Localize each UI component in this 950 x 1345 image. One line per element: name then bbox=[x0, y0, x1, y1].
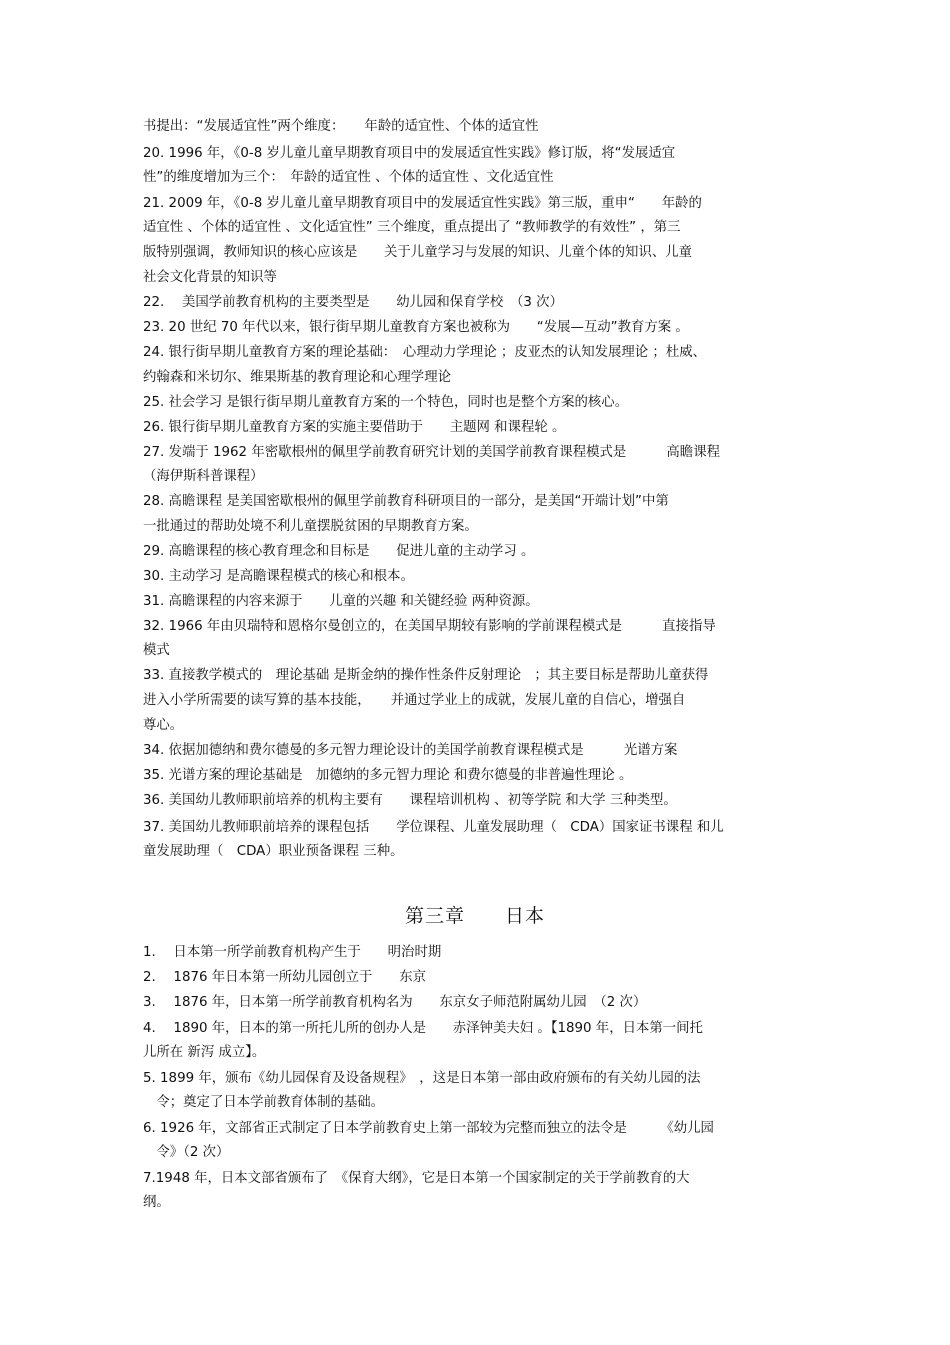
text-line: 7.1948 年，日本文部省颁布了 《保育大纲》，它是日本第一个国家制定的关于学前教育的大 bbox=[143, 1171, 690, 1186]
text-line: 适宜性 、个体的适宜性 、文化适宜性” 三个维度，重点提出了 “教师教学的有效性” ，第三 bbox=[143, 220, 681, 235]
text-line: 令；奠定了日本学前教育体制的基础。 bbox=[143, 1095, 385, 1110]
text-line: 约翰森和米切尔、维果斯基的教育理论和心理学理论 bbox=[143, 370, 451, 385]
text-line: 性”的维度增加为三个： 年龄的适宜性 、个体的适宜性 、文化适宜性 bbox=[143, 170, 554, 185]
text-line: 21. 2009 年，《0-8 岁儿童儿童早期教育项目中的发展适宜性实践》第三版，重申“ 年龄的 bbox=[143, 196, 702, 211]
text-line: 32. 1966 年由贝瑞特和恩格尔曼创立的，在美国早期较有影响的学前课程模式是 直接指导 bbox=[143, 619, 716, 634]
text-line: 书提出：“发展适宜性”两个维度： 年龄的适宜性、个体的适宜性 bbox=[143, 119, 539, 134]
text-line: 儿所在 新泻 成立】。 bbox=[143, 1045, 266, 1060]
text-line: 进入小学所需要的读写算的基本技能， 并通过学业上的成就，发展儿童的自信心，增强自 bbox=[143, 693, 686, 708]
text-line: 29. 高瞻课程的核心教育理念和目标是 促进儿童的主动学习 。 bbox=[143, 544, 535, 559]
text-line: 28. 高瞻课程 是美国密歇根州的佩里学前教育科研项目的一部分，是美国“开端计划”中第 bbox=[143, 494, 669, 509]
text-line: 一批通过的帮助处境不利儿童摆脱贫困的早期教育方案。 bbox=[143, 519, 478, 534]
text-line: 26. 银行街早期儿童教育方案的实施主要借助于 主题网 和课程轮 。 bbox=[143, 420, 566, 435]
text-line: 纲。 bbox=[143, 1195, 170, 1210]
text-line: 30. 主动学习 是高瞻课程模式的核心和根本。 bbox=[143, 569, 414, 584]
text-line: 33. 直接教学模式的 理论基础 是斯金纳的操作性条件反射理论 ；其主要目标是帮助儿童获得 bbox=[143, 668, 709, 683]
text-line: 25. 社会学习 是银行街早期儿童教育方案的一个特色，同时也是整个方案的核心。 bbox=[143, 395, 629, 410]
text-line: 24. 银行街早期儿童教育方案的理论基础： 心理动力学理论 ；皮亚杰的认知发展理论 ；杜威、 bbox=[143, 345, 706, 360]
text-line: 37. 美国幼儿教师职前培养的课程包括 学位课程、儿童发展助理（ CDA）国家证书课程 和儿 bbox=[143, 820, 724, 835]
text-line: （海伊斯科普课程） bbox=[143, 469, 264, 484]
text-line: 22. 美国学前教育机构的主要类型是 幼儿园和保育学校 （3 次） bbox=[143, 295, 563, 310]
text-line: 4. 1890 年，日本的第一所托儿所的创办人是 赤泽钟美夫妇 。【1890 年，日本第一间托 bbox=[143, 1021, 703, 1036]
text-line: 模式 bbox=[143, 643, 170, 658]
text-line: 5. 1899 年，颁布《幼儿园保育及设备规程》 ，这是日本第一部由政府颁布的有关幼儿园的法 bbox=[143, 1071, 701, 1086]
text-line: 版特别强调，教师知识的核心应该是 关于儿童学习与发展的知识、儿童个体的知识、儿童 bbox=[143, 245, 693, 260]
text-line: 6. 1926 年，文部省正式制定了日本学前教育史上第一部较为完整而独立的法令是 《幼儿园 bbox=[143, 1121, 714, 1136]
text-line: 36. 美国幼儿教师职前培养的机构主要有 课程培训机构 、初等学院 和大学 三种类型。 bbox=[143, 793, 677, 808]
text-line: 1. 日本第一所学前教育机构产生于 明治时期 bbox=[143, 945, 442, 960]
text-line: 31. 高瞻课程的内容来源于 儿童的兴趣 和关键经验 两种资源。 bbox=[143, 594, 539, 609]
text-line: 20. 1996 年，《0-8 岁儿童儿童早期教育项目中的发展适宜性实践》修订版，将“发展适宜 bbox=[143, 146, 676, 161]
text-line: 尊心。 bbox=[143, 718, 184, 733]
text-line: 35. 光谱方案的理论基础是 加德纳的多元智力理论 和费尔德曼的非普遍性理论 。 bbox=[143, 768, 633, 783]
text-line: 27. 发端于 1962 年密歇根州的佩里学前教育研究计划的美国学前教育课程模式是 高瞻课程 bbox=[143, 445, 720, 460]
text-line: 2. 1876 年日本第一所幼儿园创立于 东京 bbox=[143, 970, 427, 985]
chapter-title: 第三章 日本 bbox=[404, 905, 545, 927]
text-line: 社会文化背景的知识等 bbox=[143, 270, 277, 285]
text-line: 23. 20 世纪 70 年代以来，银行街早期儿童教育方案也被称为 “发展—互动”教育方案 。 bbox=[143, 320, 689, 335]
text-line: 34. 依据加德纳和费尔德曼的多元智力理论设计的美国学前教育课程模式是 光谱方案 bbox=[143, 743, 678, 758]
text-line: 令》（2 次） bbox=[143, 1145, 230, 1160]
text-line: 童发展助理（ CDA）职业预备课程 三种。 bbox=[143, 844, 404, 859]
text-line: 3. 1876 年，日本第一所学前教育机构名为 东京女子师范附属幼儿园 （2 次） bbox=[143, 995, 647, 1010]
